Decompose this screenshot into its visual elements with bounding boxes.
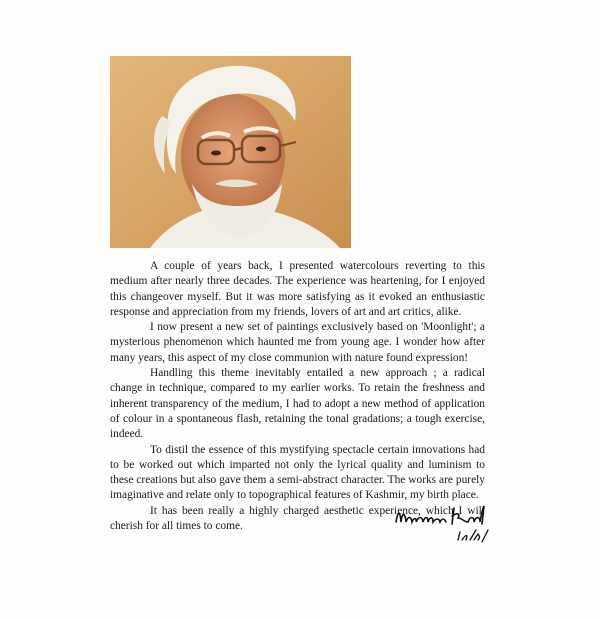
signature-icon: [392, 500, 502, 548]
statement-paragraph: It has been really a highly charged aesthetic experience, which I will cherish for all times to come.: [110, 504, 485, 533]
statement-paragraph: To distil the essence of this mystifying spectacle certain innovations had to be worked out which imparted not only the lyrical quality and luminism to these creations but also gave them a semi-abstract character. The works are purely imaginative and relate only to topographical features of Kashmir, my birth place.: [110, 443, 485, 502]
artist-portrait-photo: [110, 56, 351, 248]
artist-portrait-icon: [110, 56, 351, 248]
statement-paragraph: A couple of years back, I presented watercolours reverting to this medium after nearly three decades. The experience was heartening, for I enjoyed this changeover myself. But it was more satisfying as it evoked an enthusiastic response and appreciation from my friends, lovers of art and art critics, alike.: [110, 260, 485, 318]
artist-signature: [392, 500, 502, 548]
statement-paragraph: I now present a new set of paintings exclusively based on 'Moonlight'; a mysterious phenomenon which haunted me from young age. I wonder how after many years, this aspect of my close communion with nature found expression!: [110, 321, 485, 364]
artist-statement: [110, 259, 485, 534]
statement-paragraph: Handling this theme inevitably entailed a new approach ; a radical change in technique, compared to my earlier works. To retain the freshness and inherent transparency of the medium, I had to adopt a new method of application of colour in a spontaneous flash, retaining the tonal gradations; a tough exercise, indeed.: [110, 367, 485, 441]
